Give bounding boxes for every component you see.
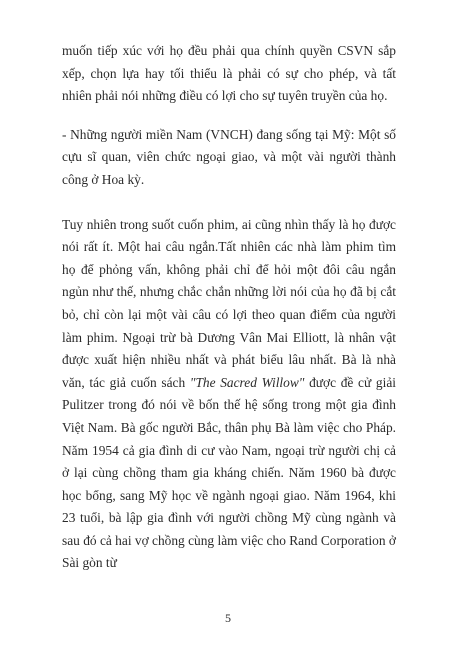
book-title: "The Sacred Willow": [189, 374, 305, 390]
paragraph-interviews: [62, 214, 396, 576]
page-number: 5: [225, 611, 231, 625]
paragraph-south-vietnamese: - Những người miền Nam (VNCH) đang sống tại Mỹ: Một số cựu sĩ quan, viên chức ngoại giao, và một vài người thành công ở Hoa kỳ.: [62, 126, 396, 187]
paragraph-text-part-2: được đề cử giải Pulitzer trong đó nói về bốn thế hệ sống trong một gia đình Việt Nam. Bà gốc người Bắc, thân phụ Bà làm việc cho Pháp. Năm 1954 cả gia đình di cư vào Nam, ngoại trừ người chị cả ở lại cùng chồng tham gia kháng chiến. Năm 1960 bà được học bổng, sang Mỹ học về ngành ngoại giao. Năm 1964, khi 23 tuổi, bà lập gia đình với người chồng Mỹ cùng ngành và sau đó cả hai vợ chồng cùng làm việc cho Rand Corporation ở Sài gòn từ: [62, 374, 396, 571]
paragraph-text-part-1: Tuy nhiên trong suốt cuốn phim, ai cũng nhìn thấy là họ được nói rất ít. Một hai câu ngắn.Tất nhiên các nhà làm phim tìm họ để phỏng vấn, không phải chỉ để hỏi một đôi câu ngắn ngủn như thế, nhưng chắc chắn những lời nói của họ đã bị cắt bỏ, chỉ còn lại một vài câu có lợi theo quan điểm của người làm phim. Ngoại trừ bà Dương Vân Mai Elliott, là nhân vật được xuất hiện nhiều nhất và phát biểu lâu nhất. Bà là nhà văn, tác giả cuốn sách: [62, 216, 396, 390]
paragraph-continued: muốn tiếp xúc với họ đều phải qua chính quyền CSVN sắp xếp, chọn lựa hay tối thiểu là phải có sự cho phép, và tất nhiên phải nói những điều có lợi cho sự tuyên truyền của họ.: [62, 43, 396, 104]
